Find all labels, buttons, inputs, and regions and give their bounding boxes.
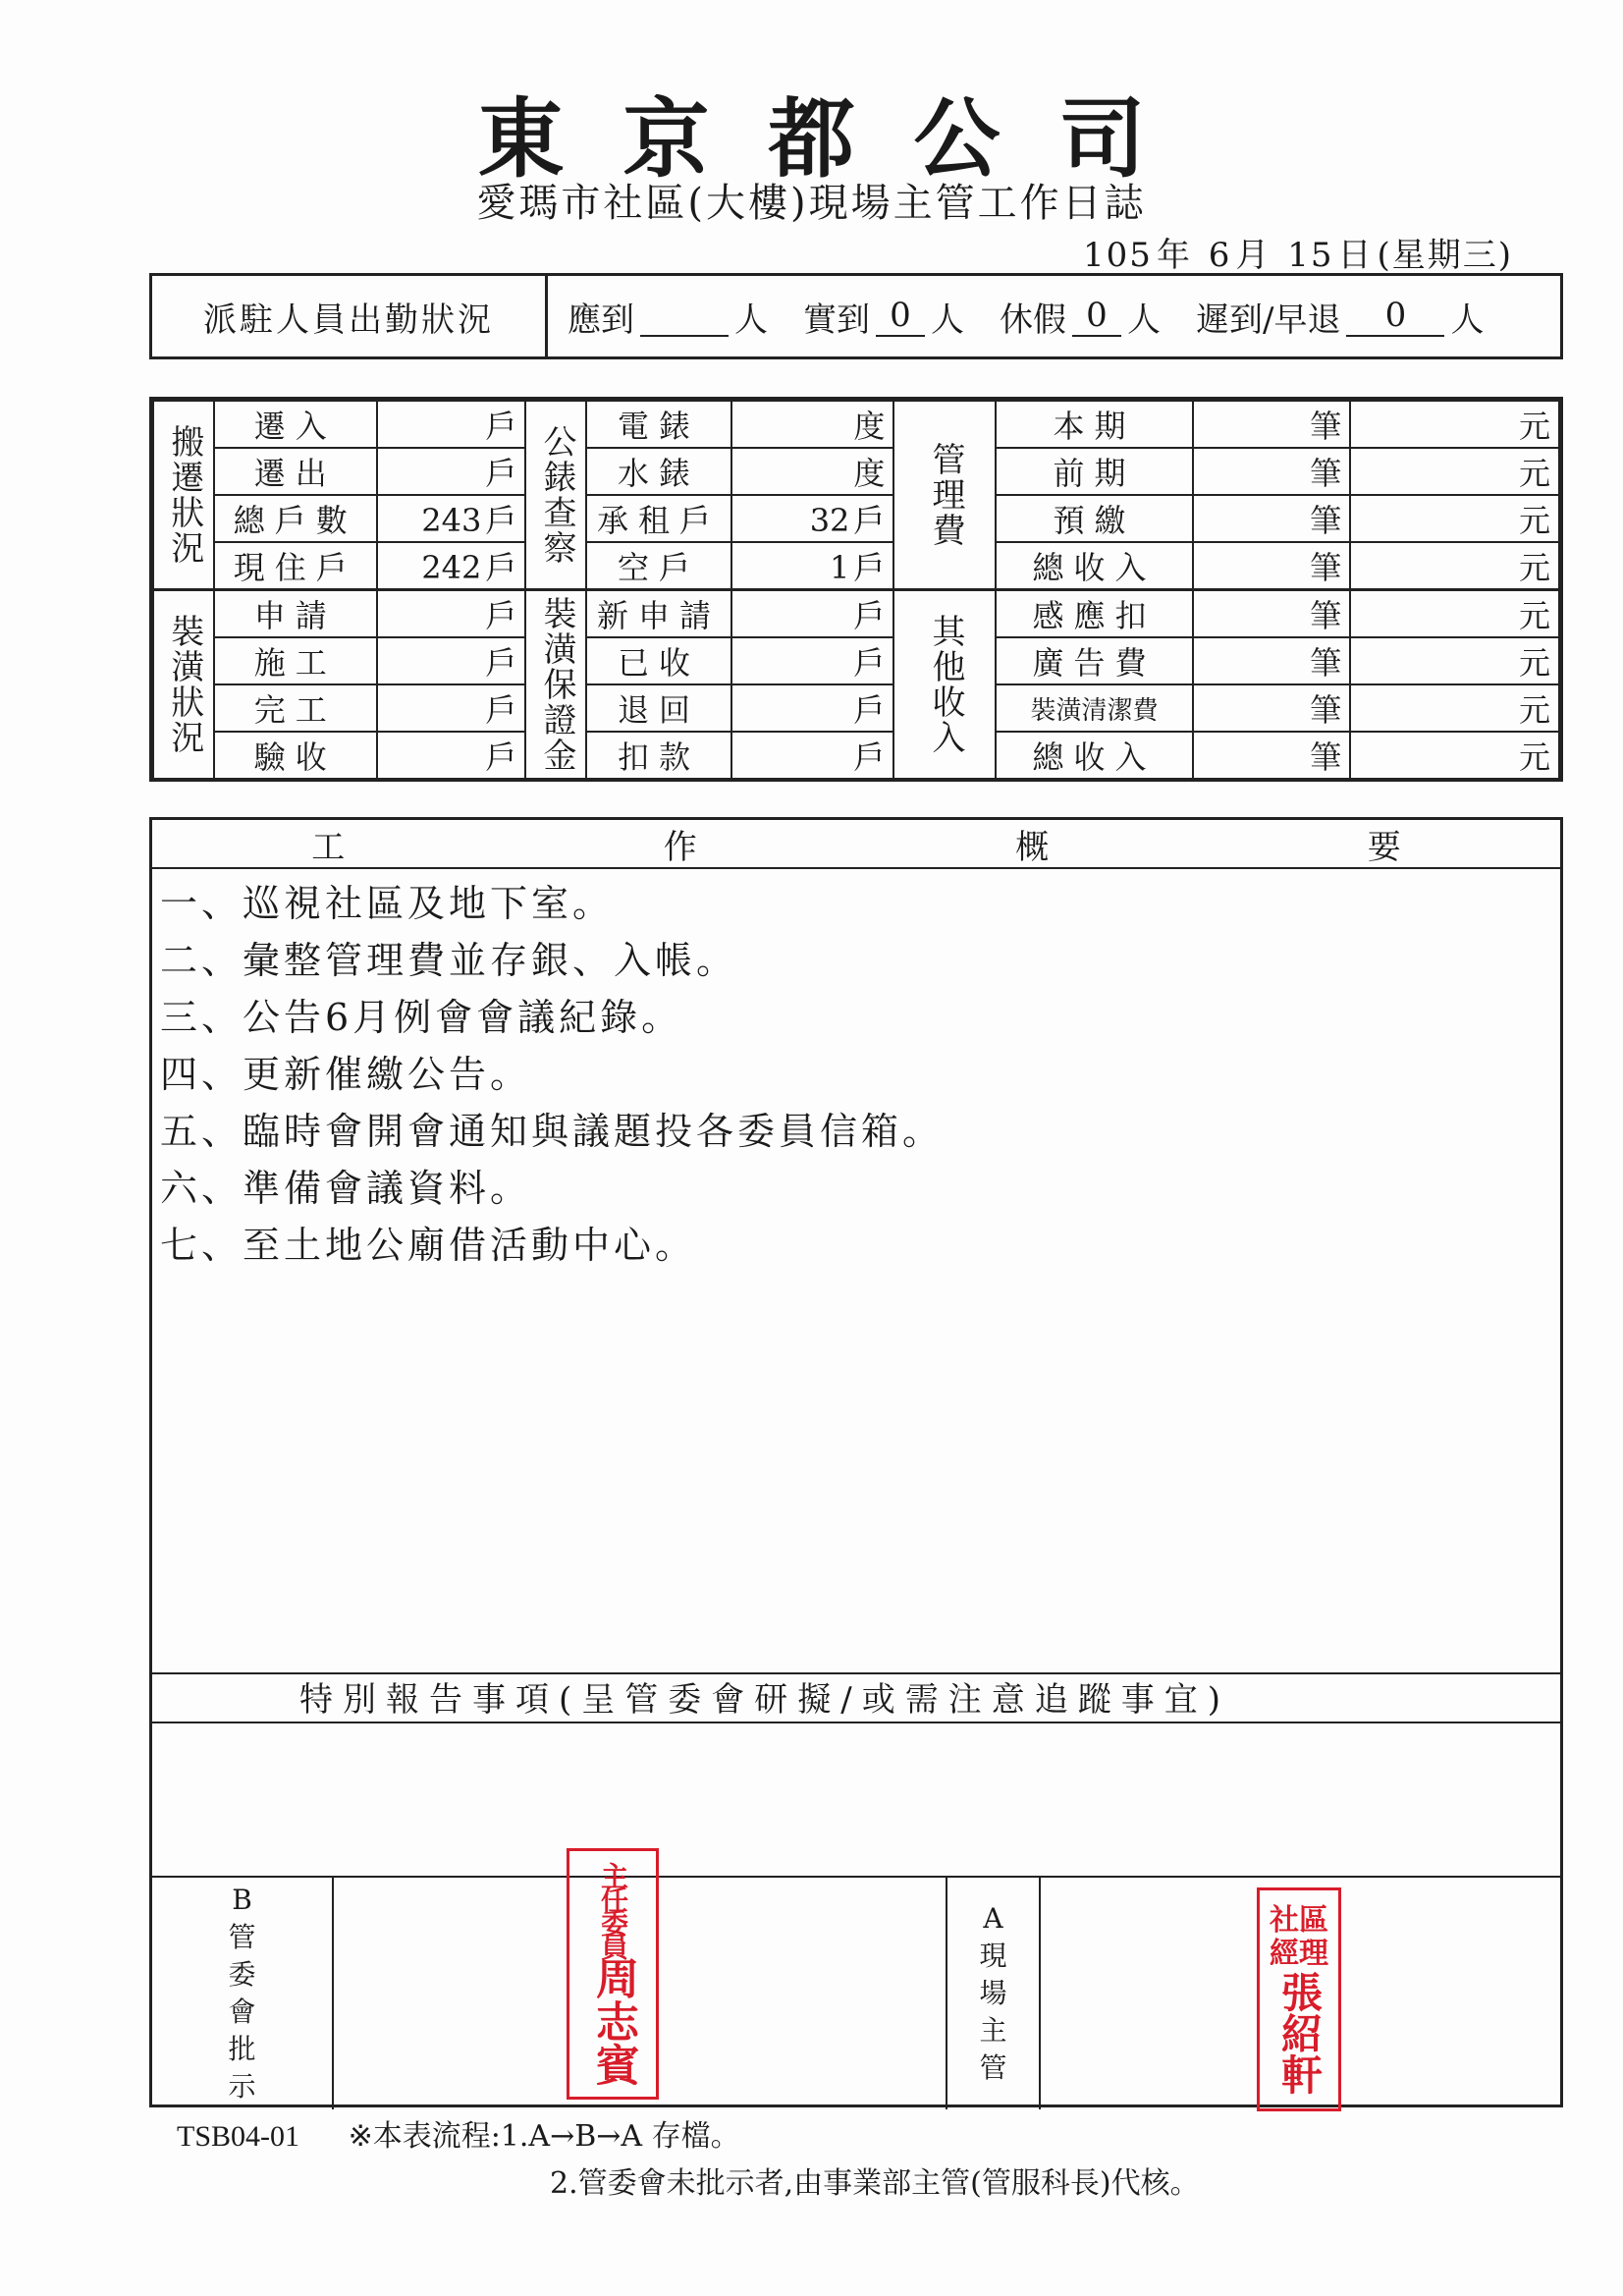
stats-unit: 戶 bbox=[485, 691, 517, 729]
report-date bbox=[1081, 228, 1515, 276]
stats-label: 前期 bbox=[996, 448, 1193, 495]
date-month-label: 月 bbox=[1235, 236, 1271, 275]
work-head-char: 作 bbox=[663, 827, 697, 867]
stats-amount-cell[interactable] bbox=[1350, 448, 1559, 495]
stats-row bbox=[153, 401, 1559, 448]
date-weekday: (星期三) bbox=[1377, 236, 1513, 275]
a-char: 場 bbox=[979, 1977, 1007, 2009]
special-report-content[interactable] bbox=[152, 1725, 1560, 1873]
a-char: 主 bbox=[979, 2014, 1007, 2047]
late-label: 遲到/早退 bbox=[1196, 300, 1341, 340]
stats-unit: 戶 bbox=[853, 738, 886, 776]
amount-unit: 元 bbox=[1518, 691, 1550, 729]
work-item-list bbox=[160, 875, 944, 1274]
count-unit: 筆 bbox=[1310, 502, 1342, 539]
date-year-label: 年 bbox=[1156, 236, 1192, 275]
stats-value-cell[interactable] bbox=[377, 637, 526, 684]
stats-row bbox=[153, 590, 1559, 638]
stats-value-cell[interactable] bbox=[377, 732, 526, 779]
stats-unit: 戶 bbox=[485, 455, 517, 492]
actual-field[interactable]: 0 bbox=[876, 296, 925, 337]
seal-title: 主任委員 bbox=[597, 1862, 629, 1956]
document-subtitle: 愛瑪市社區(大樓)現場主管工作日誌 bbox=[476, 181, 1147, 226]
footer-line-2: 2.管委會未批示者,由事業部主管(管服科長)代核。 bbox=[550, 2166, 1200, 2201]
stats-row bbox=[153, 637, 1559, 684]
work-item: 四、更新催繳公告。 bbox=[160, 1053, 532, 1096]
flow-note: ※本表流程:1.A→B→A 存檔。 bbox=[348, 2119, 740, 2154]
stats-value-cell[interactable] bbox=[731, 637, 894, 684]
b-letter: B bbox=[232, 1884, 252, 1916]
work-item: 二、彙整管理費並存銀、入帳。 bbox=[160, 939, 738, 982]
b-char: 會 bbox=[228, 1995, 256, 2028]
expected-field[interactable] bbox=[640, 296, 729, 337]
count-unit: 筆 bbox=[1310, 738, 1342, 776]
signoff-row bbox=[152, 1862, 1560, 2109]
count-unit: 筆 bbox=[1310, 597, 1342, 634]
stats-value-cell[interactable] bbox=[731, 495, 894, 542]
stats-unit: 戶 bbox=[485, 597, 517, 634]
stats-row bbox=[153, 448, 1559, 495]
stats-unit: 戶 bbox=[853, 502, 886, 539]
stats-amount-cell[interactable] bbox=[1350, 590, 1559, 638]
actual-unit: 人 bbox=[931, 300, 964, 340]
committee-approval-label bbox=[152, 1878, 334, 2109]
amount-unit: 元 bbox=[1518, 597, 1550, 634]
expected-unit: 人 bbox=[734, 300, 768, 340]
amount-unit: 元 bbox=[1518, 738, 1550, 776]
stats-amount-cell[interactable] bbox=[1350, 495, 1559, 542]
site-manager-label bbox=[947, 1878, 1041, 2109]
stats-value: 243 bbox=[421, 502, 482, 539]
other-income-title: 其他收入 bbox=[893, 590, 996, 780]
attendance-label: 派駐人員出勤狀況 bbox=[152, 276, 548, 356]
count-unit: 筆 bbox=[1310, 691, 1342, 729]
stats-value-cell[interactable] bbox=[377, 590, 526, 638]
site-manager-area[interactable] bbox=[1041, 1878, 1560, 2109]
stats-count-cell[interactable] bbox=[1193, 495, 1350, 542]
stats-label: 總收入 bbox=[996, 732, 1193, 779]
stats-value-cell[interactable] bbox=[377, 448, 526, 495]
stats-label: 現住戶 bbox=[214, 542, 377, 590]
stats-row bbox=[153, 732, 1559, 779]
stats-label: 廣告費 bbox=[996, 637, 1193, 684]
work-item: 六、準備會議資料。 bbox=[160, 1167, 532, 1210]
stats-label: 總戶數 bbox=[214, 495, 377, 542]
work-summary-section bbox=[149, 817, 1563, 2107]
work-item: 一、巡視社區及地下室。 bbox=[160, 882, 615, 925]
company-title: 東京都公司 bbox=[477, 87, 1205, 190]
stats-label: 裝潢清潔費 bbox=[996, 684, 1193, 732]
amount-unit: 元 bbox=[1518, 644, 1550, 682]
stats-label: 水錶 bbox=[586, 448, 730, 495]
moving-title: 搬遷狀況 bbox=[153, 401, 214, 590]
stats-value-cell[interactable] bbox=[731, 401, 894, 448]
stats-unit: 戶 bbox=[485, 502, 517, 539]
count-unit: 筆 bbox=[1310, 549, 1342, 586]
footer-line-1 bbox=[177, 2111, 740, 2155]
a-letter: A bbox=[983, 1902, 1003, 1935]
stats-label: 申請 bbox=[214, 590, 377, 638]
stats-amount-cell[interactable] bbox=[1350, 732, 1559, 779]
stats-label: 承租戶 bbox=[586, 495, 730, 542]
count-unit: 筆 bbox=[1310, 408, 1342, 445]
deposit-title: 裝潢保證金 bbox=[525, 590, 586, 780]
stats-amount-cell[interactable] bbox=[1350, 637, 1559, 684]
stats-label: 本期 bbox=[996, 401, 1193, 448]
stats-unit: 戶 bbox=[485, 644, 517, 682]
meter-title: 公錶查察 bbox=[525, 401, 586, 590]
stats-amount-cell[interactable] bbox=[1350, 542, 1559, 590]
stats-unit: 戶 bbox=[853, 691, 886, 729]
late-unit: 人 bbox=[1450, 300, 1485, 340]
date-day-label: 日 bbox=[1337, 236, 1374, 275]
special-report-header: 特別報告事項(呈管委會研擬/或需注意追蹤事宜) bbox=[152, 1672, 1560, 1723]
stats-unit: 戶 bbox=[853, 597, 886, 634]
work-item: 七、至土地公廟借活動中心。 bbox=[160, 1224, 697, 1267]
stats-value: 32 bbox=[809, 502, 850, 539]
stats-label: 施工 bbox=[214, 637, 377, 684]
stats-label: 電錶 bbox=[586, 401, 730, 448]
stats-label: 退回 bbox=[586, 684, 730, 732]
stats-unit: 度 bbox=[853, 408, 886, 445]
seal-title: 社區經理 bbox=[1270, 1903, 1328, 1971]
attendance-values bbox=[548, 276, 1560, 356]
stats-label: 新申請 bbox=[586, 590, 730, 638]
committee-approval-area[interactable] bbox=[334, 1862, 947, 2109]
stats-value-cell[interactable] bbox=[731, 732, 894, 779]
leave-unit: 人 bbox=[1127, 300, 1161, 340]
stats-label: 已收 bbox=[586, 637, 730, 684]
form-code: TSB04-01 bbox=[177, 2120, 300, 2153]
stats-value-cell[interactable] bbox=[731, 590, 894, 638]
statistics-grid bbox=[149, 397, 1563, 782]
seal-name: 張紹軒 bbox=[1275, 1971, 1324, 2095]
amount-unit: 元 bbox=[1518, 408, 1550, 445]
leave-label: 休假 bbox=[1000, 300, 1066, 340]
late-field[interactable]: 0 bbox=[1346, 296, 1444, 337]
stats-row bbox=[153, 542, 1559, 590]
stats-count-cell[interactable] bbox=[1193, 732, 1350, 779]
stats-count-cell[interactable] bbox=[1193, 448, 1350, 495]
work-head-char: 工 bbox=[311, 827, 346, 867]
stats-value-cell[interactable] bbox=[377, 401, 526, 448]
work-head-char: 概 bbox=[1015, 827, 1050, 867]
a-char: 現 bbox=[979, 1940, 1007, 1972]
stats-count-cell[interactable] bbox=[1193, 401, 1350, 448]
work-summary-header bbox=[152, 820, 1560, 869]
mgmt-fee-title: 管理費 bbox=[893, 401, 996, 590]
stats-count-cell[interactable] bbox=[1193, 684, 1350, 732]
stats-unit: 戶 bbox=[853, 549, 886, 586]
stats-unit: 戶 bbox=[485, 408, 517, 445]
stats-amount-cell[interactable] bbox=[1350, 684, 1559, 732]
amount-unit: 元 bbox=[1518, 502, 1550, 539]
count-unit: 筆 bbox=[1310, 644, 1342, 682]
a-char: 管 bbox=[979, 2051, 1007, 2084]
stats-label: 總收入 bbox=[996, 542, 1193, 590]
b-char: 委 bbox=[228, 1958, 256, 1991]
stats-label: 扣款 bbox=[586, 732, 730, 779]
stats-value-cell[interactable] bbox=[377, 542, 526, 590]
stats-unit: 戶 bbox=[853, 644, 886, 682]
stats-label: 空戶 bbox=[586, 542, 730, 590]
b-char: 批 bbox=[228, 2033, 256, 2065]
seal-name: 周志賓 bbox=[588, 1956, 638, 2086]
date-month: 6 bbox=[1208, 236, 1232, 275]
b-char: 示 bbox=[228, 2070, 256, 2103]
community-manager-seal bbox=[1257, 1887, 1341, 2111]
stats-value-cell[interactable] bbox=[377, 684, 526, 732]
work-item: 三、公告6月例會會議紀錄。 bbox=[160, 996, 683, 1039]
stats-value-cell[interactable] bbox=[731, 542, 894, 590]
stats-amount-cell[interactable] bbox=[1350, 401, 1559, 448]
stats-value: 242 bbox=[421, 549, 482, 586]
actual-label: 實到 bbox=[803, 300, 870, 340]
stats-value: 1 bbox=[830, 549, 850, 586]
stats-value-cell[interactable] bbox=[731, 684, 894, 732]
count-unit: 筆 bbox=[1310, 455, 1342, 492]
stats-unit: 戶 bbox=[485, 738, 517, 776]
amount-unit: 元 bbox=[1518, 455, 1550, 492]
expected-label: 應到 bbox=[568, 300, 634, 340]
stats-count-cell[interactable] bbox=[1193, 590, 1350, 638]
work-head-char: 要 bbox=[1367, 827, 1401, 867]
stats-unit: 度 bbox=[853, 455, 886, 492]
stats-label: 感應扣 bbox=[996, 590, 1193, 638]
stats-value-cell[interactable] bbox=[377, 495, 526, 542]
attendance-box bbox=[149, 273, 1563, 359]
b-char: 管 bbox=[228, 1921, 256, 1953]
stats-row bbox=[153, 684, 1559, 732]
stats-label: 遷入 bbox=[214, 401, 377, 448]
stats-label: 遷出 bbox=[214, 448, 377, 495]
stats-label: 預繳 bbox=[996, 495, 1193, 542]
date-day: 15 bbox=[1287, 236, 1334, 275]
stats-unit: 戶 bbox=[485, 549, 517, 586]
stats-count-cell[interactable] bbox=[1193, 637, 1350, 684]
amount-unit: 元 bbox=[1518, 549, 1550, 586]
stats-row bbox=[153, 495, 1559, 542]
date-year: 105 bbox=[1083, 236, 1153, 275]
leave-field[interactable]: 0 bbox=[1072, 296, 1121, 337]
stats-count-cell[interactable] bbox=[1193, 542, 1350, 590]
committee-chair-seal bbox=[567, 1848, 659, 2100]
work-item: 五、臨時會開會通知與議題投各委員信箱。 bbox=[160, 1110, 945, 1153]
stats-value-cell[interactable] bbox=[731, 448, 894, 495]
stats-label: 驗收 bbox=[214, 732, 377, 779]
renovation-title: 裝潢狀況 bbox=[153, 590, 214, 780]
stats-label: 完工 bbox=[214, 684, 377, 732]
